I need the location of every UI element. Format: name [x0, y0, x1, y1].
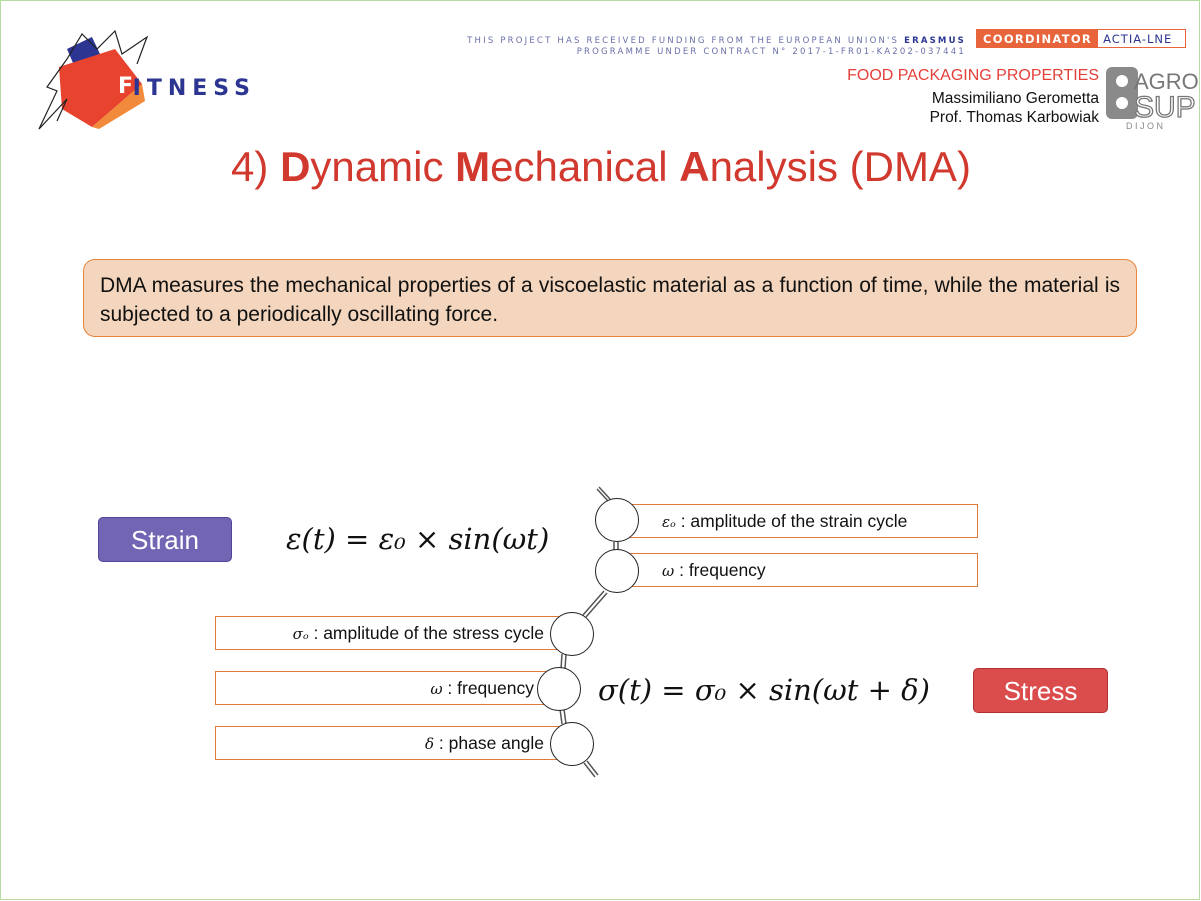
definition-box: DMA measures the mechanical properties of a viscoelastic material as a function of time, while the material is subjected to a periodically oscillating force. [83, 259, 1137, 337]
chain-link [565, 654, 566, 669]
agrosup-text-mid: SUP [1134, 91, 1196, 124]
logo-wordmark-text: ITNESS [132, 76, 257, 101]
funding-notice [467, 36, 966, 58]
title-number: 4) [231, 143, 281, 190]
funding-erasmus: ERASMUS [904, 36, 966, 46]
strain-amplitude-text: : amplitude of the strain cycle [675, 511, 908, 531]
chain-link [599, 487, 610, 499]
strain-equation: ε(t) = ε₀ × sin(ωt) [286, 522, 550, 556]
funding-line2: PROGRAMME UNDER CONTRACT N° 2017-1-FR01-KA202-037441 [576, 47, 966, 57]
label-chain [1, 1, 1201, 901]
coordinator-name: ACTIA-LNE [1103, 32, 1173, 46]
chain-circle [537, 667, 581, 711]
topic-title: FOOD PACKAGING PROPERTIES [847, 67, 1099, 84]
title-initial-m: M [455, 143, 491, 190]
stress-frequency-label [215, 671, 549, 705]
strain-frequency-text: : frequency [674, 560, 766, 580]
title-initial-a: A [679, 143, 710, 190]
chain-circle [595, 498, 639, 542]
page-title [1, 143, 1201, 191]
title-word-mechanical: echanical [490, 143, 680, 190]
strain-frequency-symbol: ω [662, 562, 675, 580]
chain-link [597, 489, 608, 501]
agrosup-logo [1104, 65, 1199, 131]
phase-angle-symbol: δ [425, 735, 435, 753]
author-1: Massimiliano Gerometta [931, 90, 1099, 107]
chain-link [587, 761, 598, 775]
stress-frequency-symbol: ω [430, 680, 443, 698]
strain-amplitude-symbol: εₒ [662, 513, 676, 531]
author-2: Prof. Thomas Karbowiak [929, 109, 1099, 126]
title-initial-d: D [280, 143, 311, 190]
phase-angle-text: : phase angle [434, 733, 544, 753]
stress-frequency-text: : frequency [442, 678, 534, 698]
agrosup-text-bottom: D I J O N [1126, 121, 1164, 131]
chain-link [586, 593, 607, 617]
funding-line1: THIS PROJECT HAS RECEIVED FUNDING FROM THE EUROPEAN UNION'S [467, 36, 900, 46]
chain-link [560, 709, 562, 724]
stress-amplitude-symbol: σₒ [292, 625, 309, 643]
agrosup-text-top: AGRO [1134, 69, 1199, 94]
logo-paper-birds-2 [39, 99, 67, 129]
strain-amplitude-label [617, 504, 978, 538]
chain-link [584, 763, 595, 777]
logo-initial: F [118, 74, 134, 99]
coordinator-badge [976, 29, 1186, 48]
phase-angle-label [215, 726, 559, 760]
chain-circle [550, 612, 594, 656]
stress-amplitude-label [215, 616, 559, 650]
title-word-analysis: nalysis (DMA) [709, 143, 971, 190]
chain-circle [595, 549, 639, 593]
chain-link [583, 591, 604, 615]
coordinator-label: COORDINATOR [977, 30, 1098, 47]
title-word-dynamic: ynamic [310, 143, 456, 190]
strain-tag: Strain [98, 517, 232, 562]
logo-wordmark [119, 76, 256, 101]
stress-tag: Stress [973, 668, 1108, 713]
stress-equation: σ(t) = σ₀ × sin(ωt + δ) [598, 673, 930, 707]
chain-circle [550, 722, 594, 766]
strain-frequency-label [617, 553, 978, 587]
stress-amplitude-text: : amplitude of the stress cycle [308, 623, 544, 643]
